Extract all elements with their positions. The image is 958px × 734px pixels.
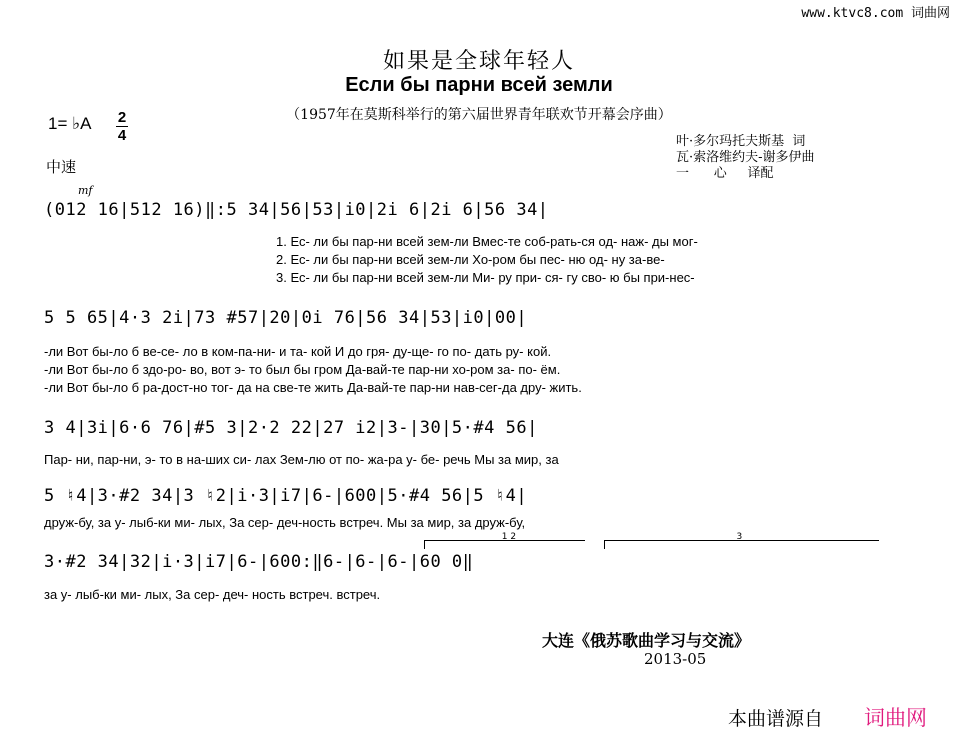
time-signature bbox=[116, 110, 128, 143]
footer-source: 大连《俄苏歌曲学习与交流》 bbox=[542, 631, 751, 650]
lyric-row-1-verse-3: 3. Ес- ли бы пар-ни всей зем-ли Ми- ру при- ся- гу сво- ю бы при-нес- bbox=[276, 270, 695, 285]
volta-bracket-3: 3 bbox=[604, 540, 879, 549]
credit-lyricist: 叶·多尔玛托夫斯基 词 bbox=[676, 134, 806, 149]
footer-date: 2013-05 bbox=[644, 650, 707, 668]
notation-row-3: 3 4|3i|6·6 76|#5 3|2·2 22|27 i2|3-|30|5·#4 56| bbox=[44, 418, 538, 438]
title-chinese: 如果是全球年轻人 bbox=[382, 49, 575, 74]
title-russian: Если бы парни всей земли bbox=[345, 74, 613, 96]
notation-row-5: 3·#2 34|32|i·3|i7|6-|600:‖6-|6-|6-|60 0‖ bbox=[44, 552, 474, 572]
tempo-marking: 中速 bbox=[46, 158, 77, 176]
source-brand-logo[interactable]: 词曲网 bbox=[864, 706, 927, 730]
notation-row-4: 5 ♮4|3·#2 34|3 ♮2|i·3|i7|6-|600|5·#4 56|5 ♮4| bbox=[44, 486, 528, 506]
volta-bracket-1-2: 1 2 bbox=[424, 540, 585, 549]
lyric-row-4: друж-бу, за у- лыб-ки ми- лых, За сер- деч-ность встреч. Мы за мир, за друж-бу, bbox=[44, 515, 526, 530]
time-signature-top: 2 bbox=[117, 109, 127, 126]
notation-row-1: (012 16|512 16)‖:5 34|56|53|i0|2i 6|2i 6|56 34| bbox=[44, 200, 549, 220]
credits bbox=[676, 134, 815, 182]
notation-row-2: 5 5 65|4·3 2i|73 #57|20|0i 76|56 34|53|i0|00| bbox=[44, 308, 528, 328]
key-signature: 1= ♭A bbox=[48, 114, 92, 133]
dynamic-marking: mf bbox=[78, 184, 93, 197]
lyric-row-3: Пар- ни, пар-ни, э- то в на-ших си- лах Зем-лю от по- жа-ра у- бе- речь Мы за мир, за bbox=[44, 452, 559, 467]
site-watermark: www.ktvc8.com 词曲网 bbox=[801, 6, 950, 21]
lyric-row-2-verse-3: -ли Вот бы-ло б ра-дост-но тог- да на све-те жить Да-вай-те пар-ни нав-сег-да дру- жить. bbox=[44, 380, 582, 395]
lyric-row-2-verse-2: -ли Вот бы-ло б здо-ро- во, вот э- то был бы гром Да-вай-те пар-ни хо-ром за- по- ём. bbox=[44, 362, 561, 377]
lyric-row-2-verse-1: -ли Вот бы-ло б ве-се- ло в ком-па-ни- и та- кой И до гря- ду-ще- го по- дать ру- кой. bbox=[44, 344, 552, 359]
credit-composer: 瓦·索洛维约夫-谢多伊曲 bbox=[676, 150, 815, 165]
lyric-row-1-verse-1: 1. Ес- ли бы пар-ни всей зем-ли Вмес-те соб-рать-ся од- наж- ды мог- bbox=[276, 234, 698, 249]
lyric-row-5: за у- лыб-ки ми- лых, За сер- деч- ность встреч. встреч. bbox=[44, 587, 381, 602]
credit-translator: 一 心 译配 bbox=[676, 166, 774, 181]
time-signature-bottom: 4 bbox=[117, 127, 127, 144]
subtitle: （1957年在莫斯科举行的第六届世界青年联欢节开幕会序曲） bbox=[286, 107, 672, 123]
lyric-row-1-verse-2: 2. Ес- ли бы пар-ни всей зем-ли Хо-ром бы пес- ню од- ну за-ве- bbox=[276, 252, 665, 267]
source-label: 本曲谱源自 bbox=[728, 708, 824, 730]
